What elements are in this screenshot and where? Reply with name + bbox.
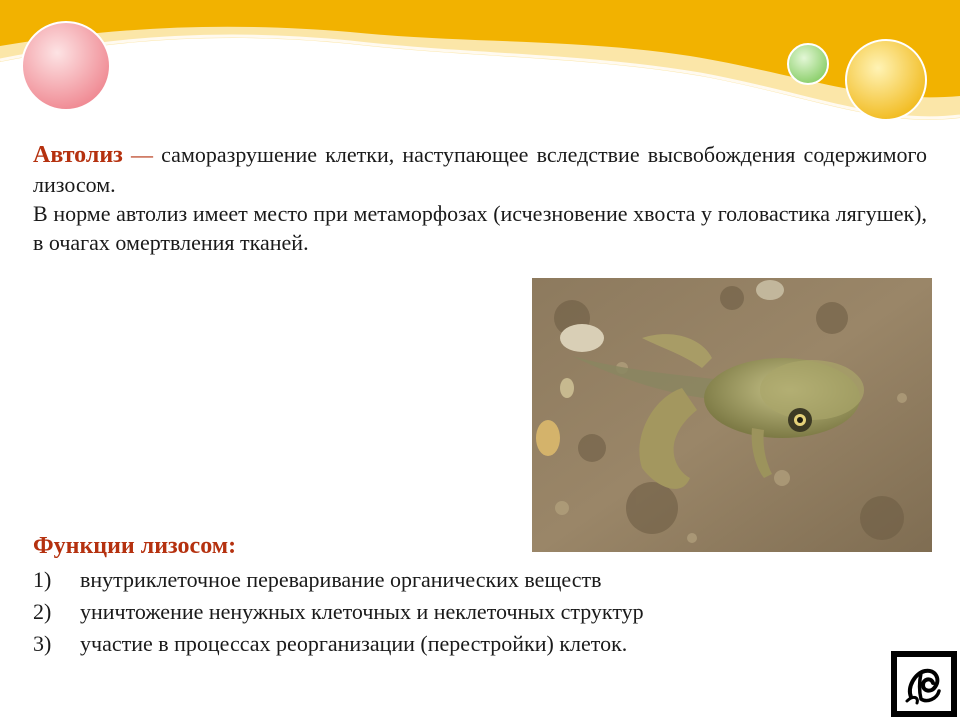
definition-block	[33, 140, 927, 257]
list-item	[33, 596, 927, 628]
functions-list	[33, 564, 927, 660]
term-dash: —	[130, 142, 153, 167]
yellow-bubble-icon	[846, 40, 926, 120]
list-item-number: 1)	[33, 567, 52, 592]
definition-note: В норме автолиз имеет место при метаморфозах (исчезновение хвоста у головастика лягушек), в очагах омертвления тканей.	[33, 201, 927, 255]
list-item-text: внутриклеточное переваривание органических веществ	[80, 567, 602, 592]
functions-block	[33, 530, 927, 660]
definition-paragraph	[33, 140, 927, 199]
list-item	[33, 564, 927, 596]
list-item-number: 3)	[33, 631, 52, 656]
list-item	[33, 628, 927, 660]
list-item-text: участие в процессах реорганизации (перестройки) клеток.	[80, 631, 628, 656]
logo-frame	[891, 651, 957, 717]
green-bubble-icon	[788, 44, 828, 84]
header-wave-decoration	[0, 0, 960, 140]
term-autolysis: Автолиз	[33, 142, 123, 168]
tadpole-photo	[532, 278, 932, 552]
list-item-text: уничтожение ненужных клеточных и неклеточных структур	[80, 599, 644, 624]
functions-title: Функции лизосом:	[33, 533, 237, 559]
definition-text: саморазрушение клетки, наступающее вследствие высвобождения содержимого лизосом.	[33, 142, 928, 197]
list-item-number: 2)	[33, 599, 52, 624]
decorative-monogram-icon	[897, 657, 951, 711]
pink-bubble-icon	[22, 22, 110, 110]
